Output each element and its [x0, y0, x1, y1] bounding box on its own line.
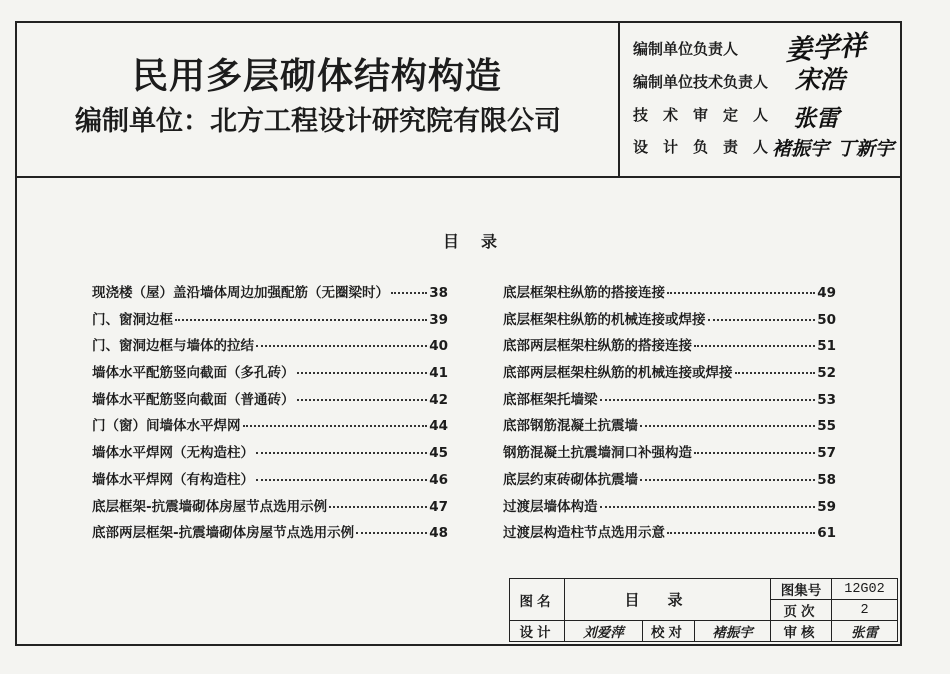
- toc-entry-page: 58: [817, 471, 836, 488]
- figure-name-label: 图名: [510, 579, 565, 621]
- toc-entry[interactable]: [503, 281, 836, 308]
- toc-entry-text: 门（窗）间墙体水平焊网: [92, 418, 241, 435]
- toc-entry-page: 39: [429, 311, 448, 328]
- toc-entry[interactable]: [92, 495, 448, 522]
- toc-entry-text: 过渡层构造柱节点选用示意: [503, 525, 665, 542]
- toc-entry-text: 现浇楼（屋）盖沿墙体周边加强配筋（无圈梁时）: [92, 285, 389, 301]
- toc-entry[interactable]: [92, 521, 448, 548]
- header-column-divider: [618, 21, 620, 177]
- toc-leader-dots: [640, 425, 815, 427]
- toc-leader-dots: [329, 506, 427, 508]
- toc-entry-text: 底层框架柱纵筋的机械连接或焊接: [503, 311, 706, 328]
- toc-entry-text: 底层框架-抗震墙砌体房屋节点选用示例: [92, 498, 328, 515]
- toc-entry-text: 墙体水平焊网（无构造柱）: [92, 445, 254, 462]
- toc-entry[interactable]: [503, 308, 836, 335]
- toc-entry-page: 55: [817, 418, 836, 435]
- toc-leader-dots: [243, 425, 428, 427]
- toc-entry[interactable]: [503, 361, 836, 388]
- toc-leader-dots: [297, 399, 428, 401]
- signature-tech-head: 宋浩: [795, 65, 846, 94]
- toc-entry[interactable]: [92, 308, 448, 335]
- title-block: [509, 578, 898, 642]
- toc-entry[interactable]: [92, 441, 448, 468]
- toc-leader-dots: [175, 319, 427, 321]
- toc-leader-dots: [667, 292, 815, 294]
- toc-entry[interactable]: [503, 388, 836, 415]
- responsibility-label-design-lead: 设计负责人: [633, 138, 784, 156]
- toc-entry-text: 底层框架柱纵筋的搭接连接: [503, 285, 665, 301]
- toc-entry-text: 墙体水平焊网（有构造柱）: [92, 471, 254, 488]
- toc-leader-dots: [640, 479, 815, 481]
- toc-entry[interactable]: [503, 495, 836, 522]
- toc-leader-dots: [256, 452, 427, 454]
- review-signature: 张雷: [832, 621, 898, 642]
- toc-entry[interactable]: [92, 468, 448, 495]
- signature-design-lead: 褚振宇: [772, 138, 830, 160]
- toc-leader-dots: [356, 532, 427, 534]
- toc-leader-dots: [256, 345, 427, 347]
- toc-entry-text: 墙体水平配筋竖向截面（普通砖）: [92, 391, 295, 408]
- signature-approver: 张雷: [793, 105, 839, 132]
- toc-entry-page: 57: [817, 445, 836, 462]
- toc-leader-dots: [735, 372, 816, 374]
- check-label: 校对: [643, 621, 695, 642]
- toc-entry-page: 50: [817, 311, 836, 328]
- toc-entry-text: 底层约束砖砌体抗震墙: [503, 471, 638, 488]
- toc-leader-dots: [694, 345, 815, 347]
- toc-entry-page: 47: [429, 498, 448, 515]
- toc-entry-page: 41: [429, 365, 448, 382]
- toc-entry-page: 48: [429, 525, 448, 542]
- signature-design-lead-2: 丁新宇: [837, 138, 895, 160]
- atlas-number-value: 12G02: [832, 579, 898, 600]
- toc-entry-page: 59: [817, 498, 836, 515]
- toc-right-column: [503, 281, 836, 548]
- toc-leader-dots: [708, 319, 816, 321]
- toc-entry-page: 51: [817, 338, 836, 355]
- toc-leader-dots: [667, 532, 815, 534]
- toc-entry-text: 底部框架托墙梁: [503, 391, 598, 408]
- toc-entry-text: 门、窗洞边框: [92, 311, 173, 328]
- toc-entry-page: 53: [817, 391, 836, 408]
- compiling-unit: 编制单位：北方工程设计研究院有限公司: [75, 106, 561, 137]
- toc-entry-text: 底部两层框架柱纵筋的搭接连接: [503, 338, 692, 355]
- design-signature: 刘爱萍: [565, 621, 643, 642]
- toc-leader-dots: [694, 452, 815, 454]
- responsibility-label-tech-head: 编制单位技术负责人: [633, 73, 769, 91]
- toc-entry-page: 40: [429, 338, 448, 355]
- toc-entry-page: 42: [429, 391, 448, 408]
- review-label: 审核: [771, 621, 832, 642]
- responsibility-label-approver: 技术审定人: [633, 106, 784, 124]
- header-divider: [15, 176, 902, 178]
- toc-entry[interactable]: [92, 334, 448, 361]
- toc-entry-text: 底部两层框架-抗震墙砌体房屋节点选用示例: [92, 525, 355, 542]
- responsibility-label-unit-head: 编制单位负责人: [633, 40, 739, 58]
- toc-entry-page: 46: [429, 471, 448, 488]
- figure-name-value: 目录: [565, 579, 771, 621]
- toc-entry-page: 49: [817, 285, 836, 301]
- toc-leader-dots: [391, 292, 427, 294]
- document-title: 民用多层砌体结构构造: [132, 56, 503, 97]
- toc-entry-page: 44: [429, 418, 448, 435]
- toc-entry-text: 墙体水平配筋竖向截面（多孔砖）: [92, 365, 295, 382]
- toc-entry[interactable]: [92, 281, 448, 308]
- page-value: 2: [832, 600, 898, 621]
- toc-entry-page: 61: [817, 525, 836, 542]
- toc-entry[interactable]: [503, 334, 836, 361]
- toc-entry-text: 钢筋混凝土抗震墙洞口补强构造: [503, 445, 692, 462]
- toc-leader-dots: [600, 506, 816, 508]
- toc-entry-text: 底部两层框架柱纵筋的机械连接或焊接: [503, 365, 733, 382]
- atlas-number-label: 图集号: [771, 579, 832, 600]
- signature-unit-head: 姜学祥: [784, 30, 868, 67]
- toc-entry[interactable]: [92, 361, 448, 388]
- page-label: 页次: [771, 600, 832, 621]
- design-label: 设计: [510, 621, 565, 642]
- toc-entry-text: 门、窗洞边框与墙体的拉结: [92, 338, 254, 355]
- toc-entry[interactable]: [92, 388, 448, 415]
- check-signature: 褚振宇: [695, 621, 771, 642]
- toc-entry-text: 底部钢筋混凝土抗震墙: [503, 418, 638, 435]
- toc-entry[interactable]: [503, 414, 836, 441]
- toc-left-column: [92, 281, 448, 548]
- toc-entry[interactable]: [503, 521, 836, 548]
- toc-entry-page: 38: [429, 285, 448, 301]
- toc-leader-dots: [600, 399, 816, 401]
- toc-entry-page: 45: [429, 445, 448, 462]
- toc-entry-page: 52: [817, 365, 836, 382]
- toc-title: 目录: [443, 232, 520, 251]
- toc-leader-dots: [256, 479, 427, 481]
- toc-entry[interactable]: [92, 414, 448, 441]
- toc-entry[interactable]: [503, 441, 836, 468]
- toc-entry-text: 过渡层墙体构造: [503, 498, 598, 515]
- toc-leader-dots: [297, 372, 428, 374]
- toc-entry[interactable]: [503, 468, 836, 495]
